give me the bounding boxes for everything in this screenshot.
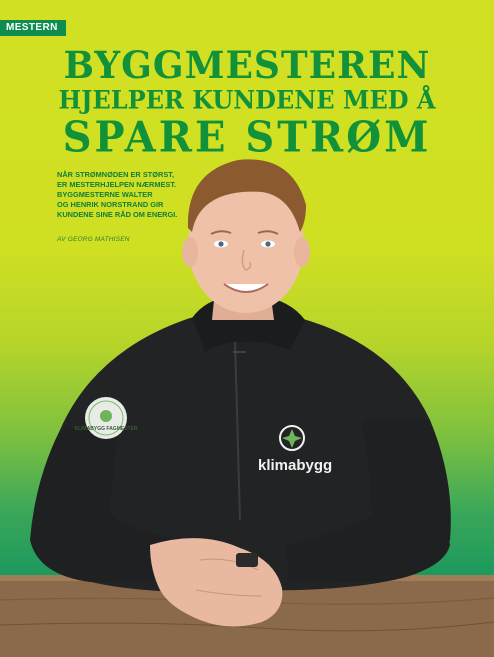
ingress-line: NÅR STRØMNØDEN ER STØRST, — [57, 170, 175, 179]
ingress-line: KUNDENE SINE RÅD OM ENERGI. — [57, 210, 178, 219]
byline: AV GEORG MATHISEN — [57, 236, 130, 243]
ingress — [57, 170, 207, 220]
ingress-line: BYGGMESTERNE WALTER — [57, 190, 153, 199]
headline — [0, 45, 494, 161]
headline-line-3: SPARE STRØM — [62, 112, 432, 162]
ingress-line: ER MESTERHJELPEN NÆRMEST. — [57, 180, 177, 189]
jacket-logo-text: klimabygg — [258, 457, 333, 474]
badge-text: KLIMABYGG FAGMESTER — [74, 426, 138, 432]
wristwatch — [236, 553, 258, 567]
headline-line-1: BYGGMESTEREN — [63, 43, 431, 88]
headline-line-2: HJELPER KUNDENE MED Å — [58, 84, 436, 115]
ingress-line: OG HENRIK NORSTRAND GIR — [57, 200, 164, 209]
section-tag: MESTERN — [0, 20, 66, 36]
